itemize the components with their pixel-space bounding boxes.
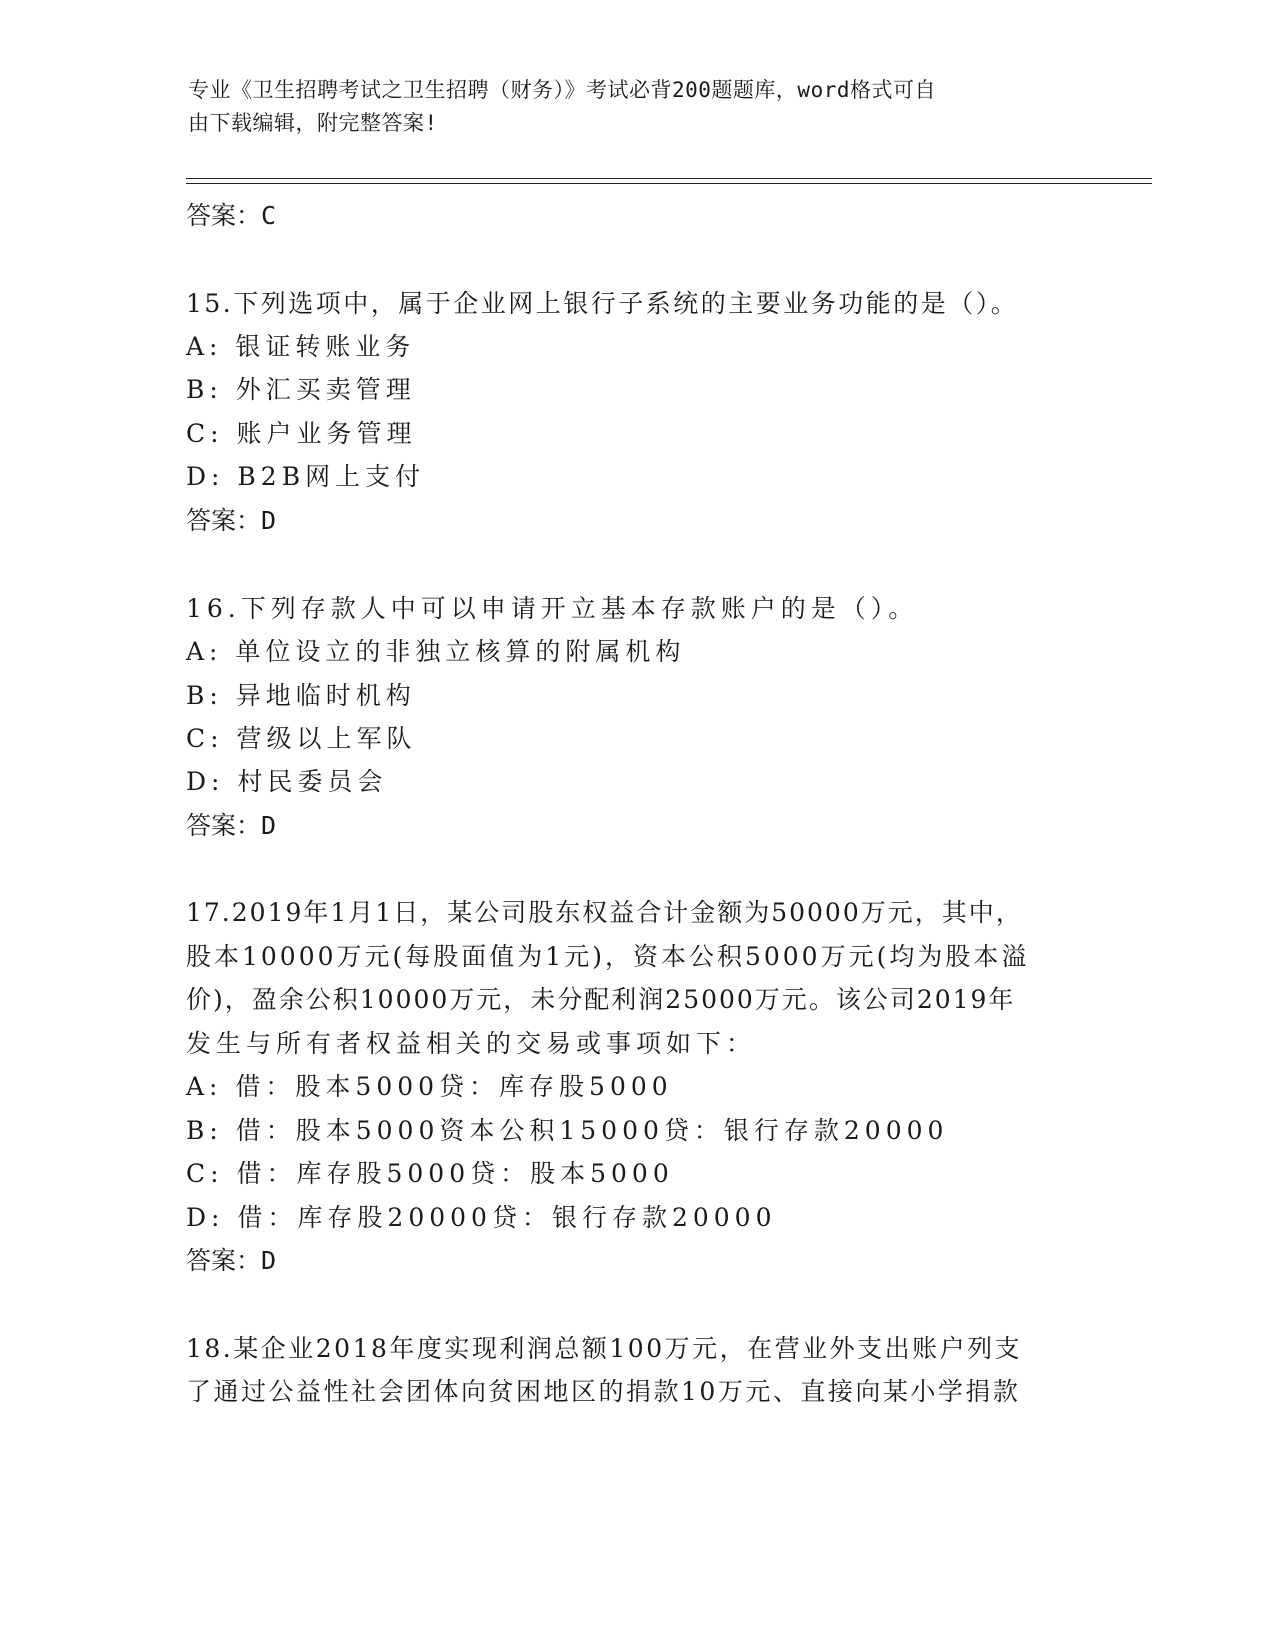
question-17-stem-line-1: 17.2019年1月1日，某公司股东权益合计金额为50000万元，其中， (186, 898, 1023, 927)
question-15-option-b: B: 外汇买卖管理 (186, 375, 416, 404)
question-17-stem-line-2: 股本10000万元(每股面值为1元)，资本公积5000万元(均为股本溢 (186, 942, 1030, 971)
question-15-option-c: C: 账户业务管理 (186, 419, 417, 448)
question-17-answer: 答案：D (186, 1246, 277, 1275)
question-15-stem: 15.下列选项中，属于企业网上银行子系统的主要业务功能的是（）。 (186, 289, 1019, 318)
header-line-1: 专业《卫生招聘考试之卫生招聘（财务）》考试必背200题题库，word格式可自 (188, 78, 936, 102)
question-18-stem-line-2: 了通过公益性社会团体向贫困地区的捐款10万元、直接向某小学捐款 (186, 1377, 1021, 1406)
question-17-stem-line-3: 价)，盈余公积10000万元，未分配利润25000万元。该公司2019年 (186, 985, 1016, 1014)
question-18-stem-line-1: 18.某企业2018年度实现利润总额100万元，在营业外支出账户列支 (186, 1334, 1023, 1363)
question-17-stem-line-4: 发生与所有者权益相关的交易或事项如下： (186, 1029, 757, 1058)
question-16-option-d: D: 村民委员会 (186, 767, 388, 796)
question-17-option-a: A: 借：股本5000贷：库存股5000 (186, 1072, 673, 1101)
question-17-option-d: D: 借：库存股20000贷：银行存款20000 (186, 1203, 777, 1232)
header-divider-bottom (186, 183, 1152, 184)
header-line-2: 由下载编辑，附完整答案! (188, 111, 438, 135)
question-17-option-b: B: 借：股本5000资本公积15000贷：银行存款20000 (186, 1116, 949, 1145)
header-divider-top (186, 178, 1152, 179)
question-15-option-d: D: B2B网上支付 (186, 462, 426, 491)
answer-previous: 答案：C (186, 201, 277, 230)
document-header (188, 74, 1068, 140)
question-16-option-b: B: 异地临时机构 (186, 681, 416, 710)
question-16-option-c: C: 营级以上军队 (186, 724, 417, 753)
question-15-option-a: A: 银证转账业务 (186, 332, 416, 361)
question-17-option-c: C: 借：库存股5000贷：股本5000 (186, 1159, 674, 1188)
question-16-stem: 16.下列存款人中可以申请开立基本存款账户的是（）。 (186, 594, 919, 623)
question-16-option-a: A: 单位设立的非独立核算的附属机构 (186, 637, 686, 666)
question-16-answer: 答案：D (186, 811, 277, 840)
question-15-answer: 答案：D (186, 506, 277, 535)
